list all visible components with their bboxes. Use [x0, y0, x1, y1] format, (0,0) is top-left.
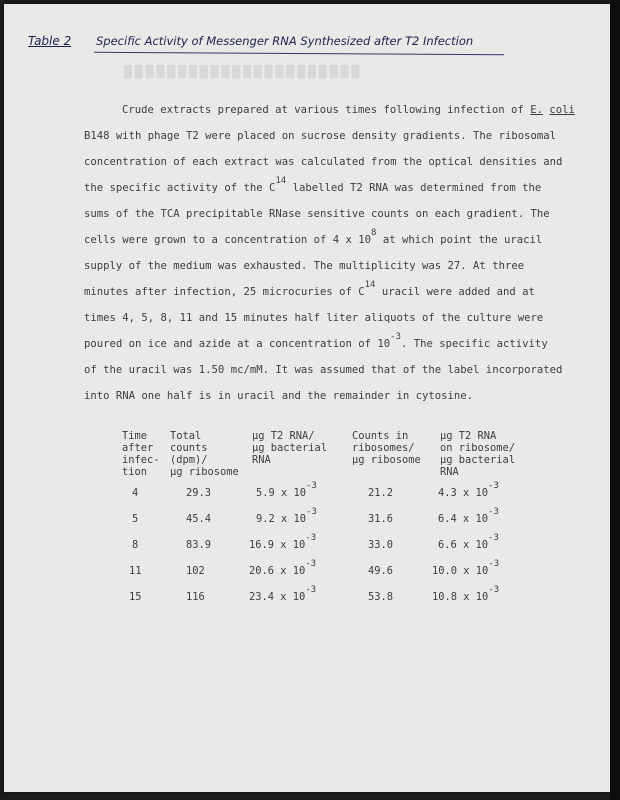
cell-counts: 33.0 [368, 539, 394, 551]
col-header-t2-on-ribosome: μg T2 RNA on ribosome/ μg bacterial RNA [440, 430, 516, 478]
cell-time: 5 [132, 513, 139, 525]
cell-on-ribosome: 10.0 x $10^{-3}$ [432, 559, 500, 577]
cell-counts: 53.8 [368, 591, 394, 603]
col-header-total-counts: Total counts (dpm)/ μg ribosome [170, 430, 239, 478]
para-line: B148 with phage T2 were placed on sucrose density gradients. The ribosomal [84, 130, 556, 142]
cell-on-ribosome: 6.4 x $10^{-3}$ [438, 507, 499, 525]
col-header-t2-rna-ratio: μg T2 RNA/ μg bacterial RNA [252, 430, 328, 466]
cell-time: 15 [129, 591, 142, 603]
scanner-edge [610, 0, 620, 800]
col-header-ribosome-counts: Counts in ribosomes/ μg ribosome [352, 430, 421, 466]
cell-ratio: 9.2 x $10^{-3}$ [256, 507, 317, 525]
description-paragraph [84, 97, 575, 409]
cell-on-ribosome: 10.8 x $10^{-3}$ [432, 585, 500, 603]
para-line: poured on ice and azide at a concentration of $10^{-3}$. The specific activity [84, 332, 548, 350]
para-line: into RNA one half is in uracil and the remainder in cytosine. [84, 390, 474, 402]
cell-ratio: 20.6 x $10^{-3}$ [249, 559, 317, 577]
cell-on-ribosome: 6.6 x $10^{-3}$ [438, 533, 499, 551]
para-line: cells were grown to a concentration of 4 x $10^8$ at which point the uracil [84, 228, 543, 246]
bleed-through-text: ▇▇▇▇▇▇▇▇▇▇▇▇▇▇▇▇▇▇▇▇▇▇ [124, 64, 363, 79]
cell-total: 83.9 [186, 539, 212, 551]
para-line: concentration of each extract was calculated from the optical densities and [84, 156, 563, 168]
para-line: minutes after infection, 25 microcuries of $C^{14}$ uracil were added and at [84, 280, 535, 298]
table-row [0, 508, 620, 530]
para-line: sums of the TCA precipitable RNase sensitive counts on each gradient. The [84, 208, 550, 220]
cell-on-ribosome: 4.3 x $10^{-3}$ [438, 481, 499, 499]
table-row [0, 534, 620, 556]
cell-total: 29.3 [186, 487, 212, 499]
cell-counts: 31.6 [368, 513, 394, 525]
cell-counts: 49.6 [368, 565, 394, 577]
cell-total: 102 [186, 565, 205, 577]
cell-ratio: 23.4 x $10^{-3}$ [249, 585, 317, 603]
para-line: Crude extracts prepared at various times following infection of E. coli [122, 104, 575, 116]
cell-time: 4 [132, 487, 139, 499]
cell-time: 11 [129, 565, 142, 577]
table-row [0, 482, 620, 504]
cell-ratio: 5.9 x $10^{-3}$ [256, 481, 317, 499]
para-line: supply of the medium was exhausted. The multiplicity was 27. At three [84, 260, 525, 272]
cell-total: 45.4 [186, 513, 212, 525]
table-label: Table 2 [28, 34, 72, 48]
para-line: the specific activity of the $C^{14}$ labelled T2 RNA was determined from the [84, 176, 542, 194]
handwritten-title: Specific Activity of Messenger RNA Synthesized after T2 Infection [96, 34, 474, 48]
cell-ratio: 16.9 x $10^{-3}$ [249, 533, 317, 551]
table-row [0, 560, 620, 582]
cell-time: 8 [132, 539, 139, 551]
cell-counts: 21.2 [368, 487, 394, 499]
col-header-time: Time after infec- tion [122, 430, 160, 478]
cell-total: 116 [186, 591, 205, 603]
para-line: of the uracil was 1.50 mc/mM. It was assumed that of the label incorporated [84, 364, 563, 376]
table-row [0, 586, 620, 608]
para-line: times 4, 5, 8, 11 and 15 minutes half liter aliquots of the culture were [84, 312, 544, 324]
